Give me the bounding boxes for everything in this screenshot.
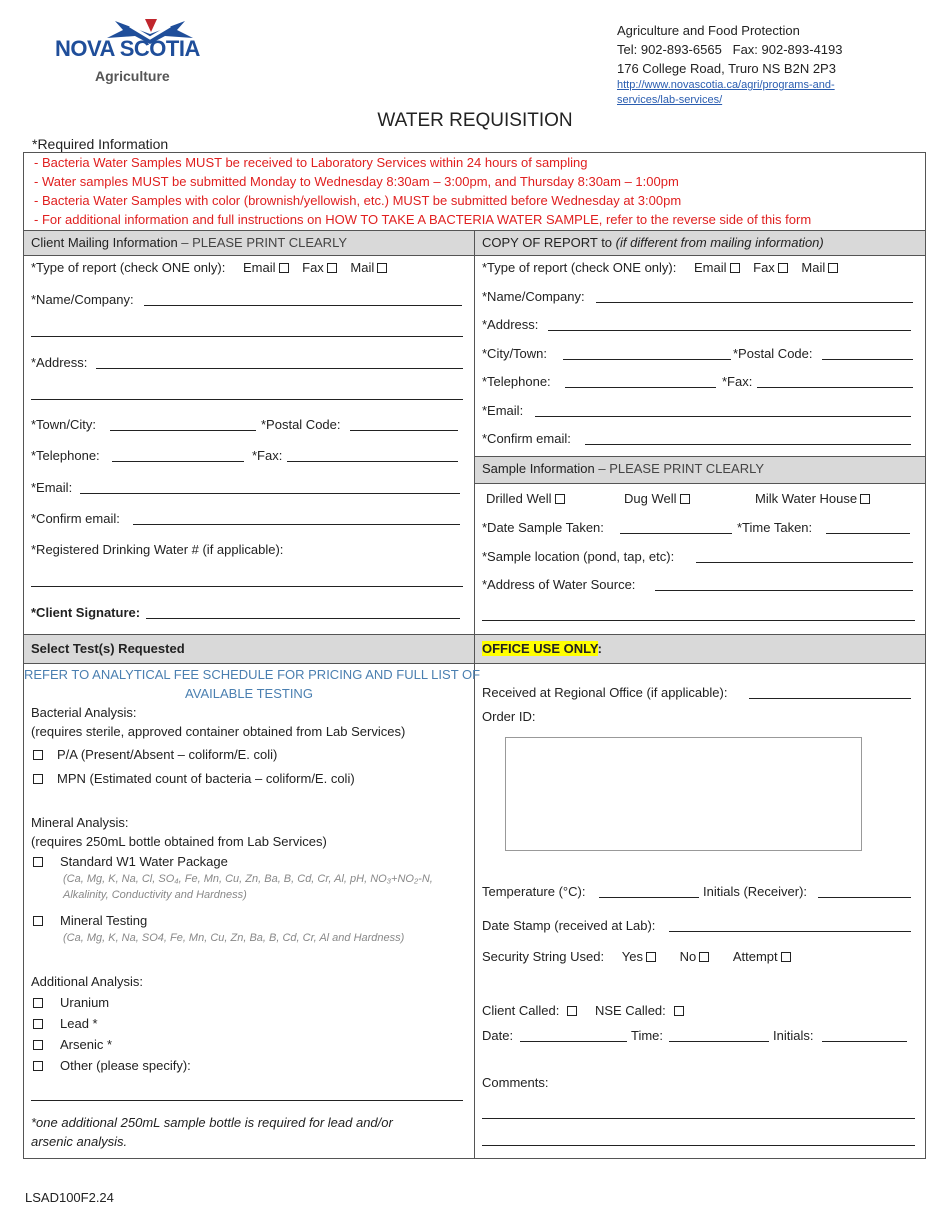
copy-fax-option[interactable]: [753, 260, 788, 275]
copy-type-row: [482, 260, 838, 275]
client-registered-field[interactable]: [31, 586, 463, 587]
client-signature-field[interactable]: [146, 618, 460, 619]
client-header-note: – PLEASE PRINT CLEARLY: [177, 235, 347, 250]
copy-mail-label: Mail: [801, 260, 826, 275]
sample-drilled-option[interactable]: [486, 491, 565, 506]
client-mail-label: Mail: [350, 260, 375, 275]
client-confirm-email-label: *Confirm email:: [31, 511, 120, 526]
logo-sub-text: Agriculture: [95, 68, 170, 84]
copy-fax-label: Fax: [753, 260, 775, 275]
office-called-row: [482, 1003, 684, 1018]
office-received-label: Received at Regional Office (if applicable):: [482, 685, 728, 700]
copy-fax-checkbox[interactable]: [778, 263, 788, 273]
test-pa-label: P/A (Present/Absent – coliform/E. coli): [57, 747, 278, 762]
client-email-option[interactable]: [243, 260, 289, 275]
copy-postal-field[interactable]: [822, 359, 913, 360]
sample-drilled-label: Drilled Well: [486, 491, 552, 506]
sample-time-field[interactable]: [826, 533, 910, 534]
sample-location-field[interactable]: [696, 562, 913, 563]
copy-fax-field[interactable]: [757, 387, 913, 388]
test-pa-option[interactable]: [33, 747, 277, 762]
sample-date-field[interactable]: [620, 533, 732, 534]
column-divider: [474, 230, 475, 1159]
office-time-field[interactable]: [669, 1041, 769, 1042]
test-other-field[interactable]: [31, 1100, 463, 1101]
copy-confirm-email-label: *Confirm email:: [482, 431, 571, 446]
notice-2: - Water samples MUST be submitted Monday to Wednesday 8:30am – 3:00pm, and Thursday 8:30am – 1:00pm: [34, 174, 679, 189]
test-w1-desc2: Alkalinity, Conductivity and Hardness): [63, 889, 247, 901]
copy-email-field[interactable]: [535, 416, 911, 417]
logo: [55, 16, 220, 91]
test-arsenic-checkbox[interactable]: [33, 1040, 43, 1050]
sample-milk-option[interactable]: [755, 491, 870, 506]
sample-drilled-checkbox[interactable]: [555, 494, 565, 504]
sample-header-note: – PLEASE PRINT CLEARLY: [594, 461, 765, 476]
copy-confirm-email-field[interactable]: [585, 444, 911, 445]
client-fax-field[interactable]: [287, 461, 458, 462]
copy-telephone-field[interactable]: [565, 387, 716, 388]
office-yes-checkbox[interactable]: [646, 952, 656, 962]
test-w1-option[interactable]: [33, 854, 228, 869]
test-w1-desc1: (Ca, Mg, K, Na, Cl, SO₄, Fe, Mn, Cu, Zn, Ba, B, Cd, Cr, Al, pH, NO₃+NO₂-N,: [63, 873, 433, 885]
test-mpn-checkbox[interactable]: [33, 774, 43, 784]
client-registered-label: *Registered Drinking Water # (if applicable):: [31, 542, 284, 557]
office-date-field[interactable]: [520, 1041, 627, 1042]
test-other-label: Other (please specify):: [60, 1058, 191, 1073]
sample-source-label: *Address of Water Source:: [482, 577, 636, 592]
sample-date-label: *Date Sample Taken:: [482, 520, 604, 535]
org-name: Agriculture and Food Protection: [617, 23, 800, 38]
test-other-option[interactable]: [33, 1058, 191, 1073]
test-other-checkbox[interactable]: [33, 1061, 43, 1071]
office-client-called-checkbox[interactable]: [567, 1006, 577, 1016]
office-comments-field-2[interactable]: [482, 1145, 915, 1146]
client-name-label: *Name/Company:: [31, 292, 134, 307]
office-yes-option[interactable]: [622, 949, 656, 964]
copy-email-checkbox[interactable]: [730, 263, 740, 273]
copy-address-label: *Address:: [482, 317, 539, 332]
copy-name-label: *Name/Company:: [482, 289, 585, 304]
client-email-field[interactable]: [80, 493, 460, 494]
required-info-label: *Required Information: [32, 136, 169, 152]
office-nse-called-checkbox[interactable]: [674, 1006, 684, 1016]
test-lead-checkbox[interactable]: [33, 1019, 43, 1029]
office-client-called-label: Client Called:: [482, 1003, 560, 1018]
client-address-field-2[interactable]: [31, 399, 463, 400]
office-attempt-checkbox[interactable]: [781, 952, 791, 962]
test-mineral-label: Mineral Testing: [60, 913, 148, 928]
sample-header-title: Sample Information: [482, 461, 595, 476]
copy-name-field[interactable]: [596, 302, 913, 303]
copy-header: [482, 235, 824, 250]
client-type-row: [31, 260, 387, 275]
office-date-stamp-label: Date Stamp (received at Lab):: [482, 918, 656, 933]
office-no-label: No: [679, 949, 697, 964]
office-header: [482, 641, 602, 656]
sample-time-label: *Time Taken:: [737, 520, 813, 535]
sample-header: [482, 461, 764, 476]
office-header-colon: :: [597, 641, 602, 656]
client-postal-label: *Postal Code:: [261, 417, 341, 432]
client-mail-checkbox[interactable]: [377, 263, 387, 273]
copy-email-field-label: *Email:: [482, 403, 524, 418]
org-url-line1[interactable]: http://www.novascotia.ca/agri/programs-and-: [617, 79, 835, 91]
office-initials-receiver-label: Initials (Receiver):: [703, 884, 808, 899]
copy-type-label: *Type of report (check ONE only):: [482, 260, 677, 275]
notice-1: - Bacteria Water Samples MUST be received to Laboratory Services within 24 hours of sampling: [34, 155, 588, 170]
sample-dug-label: Dug Well: [624, 491, 677, 506]
tests-header: Select Test(s) Requested: [31, 641, 185, 656]
notice-3: - Bacteria Water Samples with color (brownish/yellowish, etc.) MUST be submitted before Wednesday at 3:00pm: [34, 193, 682, 208]
client-header: [31, 235, 347, 250]
client-address-field[interactable]: [96, 368, 463, 369]
client-fax-checkbox[interactable]: [327, 263, 337, 273]
client-address-label: *Address:: [31, 355, 88, 370]
test-w1-checkbox[interactable]: [33, 857, 43, 867]
sample-dug-checkbox[interactable]: [680, 494, 690, 504]
office-initials-field[interactable]: [822, 1041, 907, 1042]
min-title: Mineral Analysis:: [31, 815, 129, 830]
office-header-title: OFFICE USE ONLY: [482, 641, 598, 656]
footer-code: LSAD100F2.24: [25, 1190, 114, 1205]
test-arsenic-option[interactable]: [33, 1037, 112, 1052]
add-title: Additional Analysis:: [31, 974, 144, 989]
client-telephone-label: *Telephone:: [31, 448, 100, 463]
client-header-title: Client Mailing Information: [31, 235, 178, 250]
tests-footnote1: *one additional 250mL sample bottle is required for lead and/or: [31, 1115, 393, 1130]
office-comments-field[interactable]: [482, 1118, 915, 1119]
bact-title: Bacterial Analysis:: [31, 705, 137, 720]
client-postal-field[interactable]: [350, 430, 458, 431]
bact-req: (requires sterile, approved container obtained from Lab Services): [31, 724, 406, 739]
copy-telephone-label: *Telephone:: [482, 374, 551, 389]
test-uranium-checkbox[interactable]: [33, 998, 43, 1008]
office-initials-receiver-field[interactable]: [818, 897, 911, 898]
test-mpn-option[interactable]: [33, 771, 355, 786]
office-yes-label: Yes: [621, 949, 643, 964]
copy-header-note: (if different from mailing information): [612, 235, 824, 250]
client-signature-label: *Client Signature:: [31, 605, 141, 620]
client-fax-label: Fax: [302, 260, 324, 275]
client-town-label: *Town/City:: [31, 417, 97, 432]
client-town-field[interactable]: [110, 430, 256, 431]
tests-refer-line2: AVAILABLE TESTING: [185, 686, 313, 701]
client-telephone-field[interactable]: [112, 461, 244, 462]
org-url-line2[interactable]: services/lab-services/: [617, 94, 723, 106]
sample-milk-label: Milk Water House: [755, 491, 858, 506]
client-email-label: Email: [242, 260, 276, 275]
test-lead-label: Lead *: [60, 1016, 98, 1031]
org-tel-fax: Tel: 902-893-6565 Fax: 902-893-4193: [617, 42, 843, 57]
test-arsenic-label: Arsenic *: [60, 1037, 113, 1052]
office-client-called-option[interactable]: [482, 1003, 577, 1018]
copy-city-label: *City/Town:: [482, 346, 548, 361]
office-order-id-box[interactable]: [505, 737, 862, 851]
office-date-stamp-field[interactable]: [669, 931, 911, 932]
client-email-field-label: *Email:: [31, 480, 73, 495]
copy-mail-checkbox[interactable]: [828, 263, 838, 273]
office-no-checkbox[interactable]: [699, 952, 709, 962]
copy-mail-option[interactable]: [801, 260, 838, 275]
office-date-label: Date:: [482, 1028, 514, 1043]
test-mineral-checkbox[interactable]: [33, 916, 43, 926]
sample-dug-option[interactable]: [624, 491, 690, 506]
office-no-option[interactable]: [680, 949, 710, 964]
test-mineral-option[interactable]: [33, 913, 147, 928]
sample-source-field-2[interactable]: [482, 620, 915, 621]
copy-fax-field-label: *Fax:: [722, 374, 753, 389]
office-nse-called-option[interactable]: [595, 1003, 684, 1018]
client-confirm-email-field[interactable]: [133, 524, 460, 525]
office-nse-called-label: NSE Called:: [594, 1003, 666, 1018]
office-order-id-label: Order ID:: [482, 709, 536, 724]
copy-email-option[interactable]: [694, 260, 740, 275]
copy-email-label: Email: [693, 260, 727, 275]
client-mail-option[interactable]: [350, 260, 387, 275]
logo-main-text: NOVA SCOTIA: [55, 36, 200, 61]
page-title: WATER REQUISITION: [377, 110, 573, 131]
copy-city-field[interactable]: [563, 359, 731, 360]
copy-address-field[interactable]: [548, 330, 911, 331]
min-req: (requires 250mL bottle obtained from Lab Services): [31, 834, 327, 849]
client-name-field-2[interactable]: [31, 336, 463, 337]
client-fax-field-label: *Fax:: [252, 448, 283, 463]
client-name-field[interactable]: [144, 305, 462, 306]
client-type-label: *Type of report (check ONE only):: [31, 260, 226, 275]
test-w1-label: Standard W1 Water Package: [60, 854, 228, 869]
office-comments-label: Comments:: [482, 1075, 549, 1090]
office-initials-label: Initials:: [773, 1028, 814, 1043]
sample-milk-checkbox[interactable]: [860, 494, 870, 504]
sample-source-field[interactable]: [655, 590, 913, 591]
test-lead-option[interactable]: [33, 1016, 98, 1031]
office-security-label: Security String Used:: [482, 949, 605, 964]
copy-postal-label: *Postal Code:: [733, 346, 813, 361]
office-temperature-label: Temperature (°C):: [482, 884, 586, 899]
sample-location-label: *Sample location (pond, tap, etc):: [482, 549, 675, 564]
test-mineral-desc: (Ca, Mg, K, Na, SO4, Fe, Mn, Cu, Zn, Ba, B, Cd, Cr, Al and Hardness): [63, 932, 405, 944]
test-pa-checkbox[interactable]: [33, 750, 43, 760]
test-uranium-option[interactable]: [33, 995, 109, 1010]
office-received-field[interactable]: [749, 698, 911, 699]
client-email-checkbox[interactable]: [279, 263, 289, 273]
notice-4: - For additional information and full instructions on HOW TO TAKE A BACTERIA WATER SAMPLE, refer to the reverse side of this form: [34, 212, 812, 227]
office-security-row: [482, 949, 791, 964]
org-address: 176 College Road, Truro NS B2N 2P3: [617, 61, 836, 76]
copy-header-title: COPY OF REPORT to: [482, 235, 613, 250]
test-mpn-label: MPN (Estimated count of bacteria – coliform/E. coli): [57, 771, 355, 786]
client-fax-option[interactable]: [302, 260, 337, 275]
office-attempt-option[interactable]: [733, 949, 791, 964]
tests-refer-line1: REFER TO ANALYTICAL FEE SCHEDULE FOR PRICING AND FULL LIST OF: [24, 667, 481, 682]
test-uranium-label: Uranium: [60, 995, 110, 1010]
office-time-label: Time:: [631, 1028, 664, 1043]
office-temperature-field[interactable]: [599, 897, 699, 898]
office-attempt-label: Attempt: [732, 949, 778, 964]
tests-footnote2: arsenic analysis.: [31, 1134, 128, 1149]
